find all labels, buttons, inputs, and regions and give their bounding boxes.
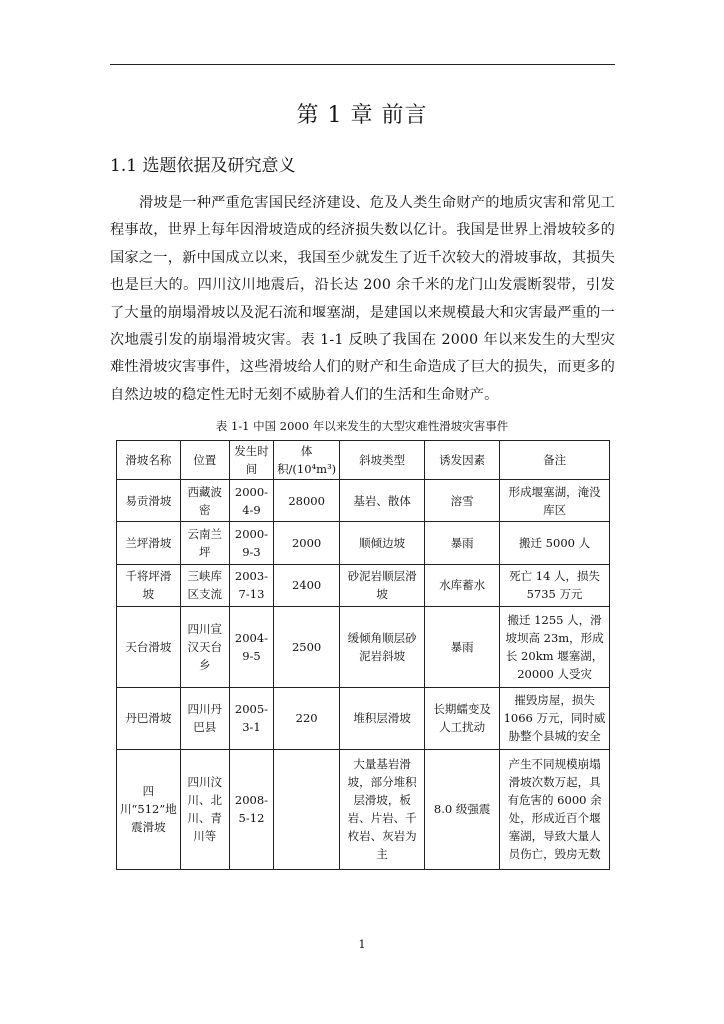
page-number: 1 — [358, 938, 366, 951]
cell-slope-type: 堆积层滑坡 — [340, 688, 425, 750]
table-header-row — [117, 441, 610, 480]
table-row — [117, 522, 610, 564]
header-slope-type: 斜坡类型 — [340, 441, 425, 480]
cell-notes: 死亡 14 人，损失 5735 万元 — [500, 564, 610, 606]
cell-name: 丹巴滑坡 — [117, 688, 181, 750]
cell-location: 三峡库区支流 — [180, 564, 229, 606]
cell-volume: 2400 — [274, 564, 340, 606]
header-location: 位置 — [180, 441, 229, 480]
cell-trigger: 暴雨 — [425, 606, 500, 687]
chapter-title: 第 1 章 前言 — [296, 103, 428, 128]
cell-trigger: 水库蓄水 — [425, 564, 500, 606]
cell-notes: 摧毁房屋，损失 1066 万元，同时威胁整个县城的安全 — [500, 688, 610, 750]
cell-volume: 220 — [274, 688, 340, 750]
header-trigger: 诱发因素 — [425, 441, 500, 480]
cell-name: 千将坪滑坡 — [117, 564, 181, 606]
cell-location: 云南兰坪 — [180, 522, 229, 564]
cell-notes: 搬迁 1255 人，滑坡坝高 23m，形成长 20km 堰塞湖，20000 人受灾 — [500, 606, 610, 687]
cell-time: 2005-3-1 — [229, 688, 273, 750]
header-notes: 备注 — [500, 441, 610, 480]
cell-slope-type: 顺倾边坡 — [340, 522, 425, 564]
cell-trigger: 8.0 级强震 — [425, 749, 500, 869]
cell-slope-type: 缓倾角顺层砂泥岩斜坡 — [340, 606, 425, 687]
table-row — [117, 749, 610, 869]
section-title: 1.1 选题依据及研究意义 — [110, 156, 296, 176]
cell-time: 2004-9-5 — [229, 606, 273, 687]
cell-slope-type: 砂泥岩顺层滑坡 — [340, 564, 425, 606]
body-paragraph: 滑坡是一种严重危害国民经济建设、危及人类生命财产的地质灾害和常见工程事故，世界上每年因滑坡造成的经济损失数以亿计。我国是世界上滑坡较多的国家之一，新中国成立以来，我国至少就发生了近千次较大的滑坡事故，其损失也是巨大的。四川汶川地震后，沿长达 200 余千米的龙门山发震断裂带，引发了大量的崩塌滑坡以及泥石流和堰塞湖，是建国以来规模最大和灾害最严重的一次地震引发的崩塌滑坡灾害。表 1-1 反映了我国在 2000 年以来发生的大型灾难性滑坡灾害事件，这些滑坡给人们的财产和生命造成了巨大的损失，而更多的自然边坡的稳定性无时无刻不威胁着人们的生活和生命财产。 — [110, 195, 615, 403]
cell-time: 2008-5-12 — [229, 749, 273, 869]
table-caption: 表 1-1 中国 2000 年以来发生的大型灾难性滑坡灾害事件 — [215, 419, 509, 433]
header-volume: 体积/(10⁴m³) — [274, 441, 340, 480]
cell-name: 四川“512”地震滑坡 — [117, 749, 181, 869]
table-row — [117, 564, 610, 606]
cell-notes: 搬迁 5000 人 — [500, 522, 610, 564]
cell-volume: 28000 — [274, 480, 340, 522]
cell-time: 2003-7-13 — [229, 564, 273, 606]
cell-time: 2000-9-3 — [229, 522, 273, 564]
table-row — [117, 688, 610, 750]
cell-time: 2000-4-9 — [229, 480, 273, 522]
cell-volume: 2500 — [274, 606, 340, 687]
cell-volume: 2000 — [274, 522, 340, 564]
cell-trigger: 暴雨 — [425, 522, 500, 564]
cell-location: 四川汶川、北川、青川等 — [180, 749, 229, 869]
cell-slope-type: 基岩、散体 — [340, 480, 425, 522]
landslide-table — [116, 440, 610, 870]
table-row — [117, 480, 610, 522]
cell-trigger: 长期蠕变及人工扰动 — [425, 688, 500, 750]
cell-notes: 产生不同规模崩塌滑坡次数万起，具有危害的 6000 余处，形成近百个堰塞湖，导致大量人员伤亡，毁房无数 — [500, 749, 610, 869]
header-rule — [110, 64, 615, 65]
cell-notes: 形成堰塞湖，淹没库区 — [500, 480, 610, 522]
cell-trigger: 溶雪 — [425, 480, 500, 522]
cell-slope-type: 大量基岩滑坡，部分堆积层滑坡，板岩、片岩、千枚岩、灰岩为主 — [340, 749, 425, 869]
cell-location: 西藏波密 — [180, 480, 229, 522]
cell-location: 四川丹巴县 — [180, 688, 229, 750]
cell-volume — [274, 749, 340, 869]
cell-location: 四川宣汉天台乡 — [180, 606, 229, 687]
table-row — [117, 606, 610, 687]
cell-name: 兰坪滑坡 — [117, 522, 181, 564]
header-time: 发生时间 — [229, 441, 273, 480]
header-name: 滑坡名称 — [117, 441, 181, 480]
cell-name: 易贡滑坡 — [117, 480, 181, 522]
cell-name: 天台滑坡 — [117, 606, 181, 687]
